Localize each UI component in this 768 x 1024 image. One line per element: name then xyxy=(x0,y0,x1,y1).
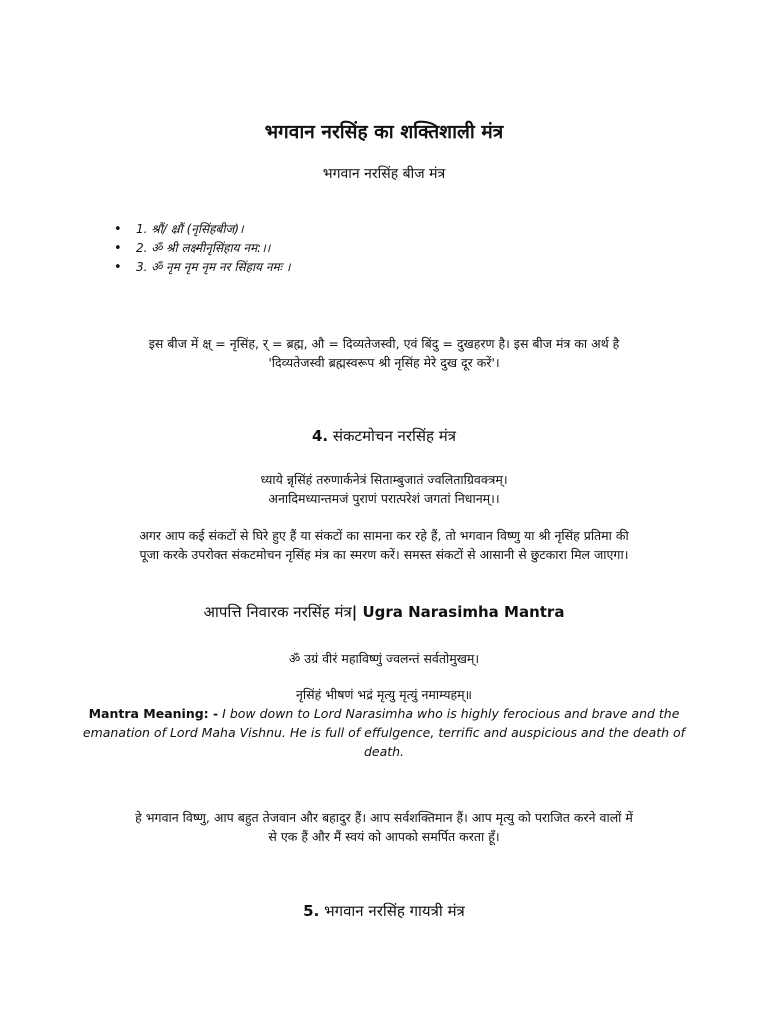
meaning-label: Mantra Meaning: - xyxy=(88,706,219,721)
bija-mantra-subtitle: भगवान नरसिंह बीज मंत्र xyxy=(322,166,446,182)
bija-meaning-paragraph xyxy=(40,334,728,372)
sankatmochan-mantra xyxy=(40,470,728,508)
section-5-heading xyxy=(40,901,728,921)
meaning-text: emanation of Lord Maha Vishnu. He is full of effulgence, terrific and auspicious and the death of xyxy=(82,725,686,740)
meaning-line xyxy=(40,742,728,761)
prayer-paragraph xyxy=(40,808,728,846)
section-title: भगवान नरसिंह गायत्री मंत्र xyxy=(319,902,465,920)
section-title-english: | Ugra Narasimha Mantra xyxy=(351,603,565,621)
mantra-meaning-paragraph xyxy=(40,704,728,761)
list-item: • 3. ॐ नृम नृम नृम नर सिंहाय नमः । xyxy=(92,258,290,277)
paragraph-line: अगर आप कई संकटों से घिरे हुए हैं या संकटों का सामना कर रहे हैं, तो भगवान विष्णु या श्री नृसिंह प्रतिमा की xyxy=(139,528,629,543)
section-4-heading xyxy=(40,426,728,446)
meaning-line xyxy=(40,704,728,723)
mantra-line: ध्याये न्नृसिंहं तरुणार्कनेत्रं सिताम्बुजातं ज्वलिताग्रिवक्त्रम्। xyxy=(260,472,508,487)
paragraph-line: पूजा करके उपरोक्त संकटमोचन नृसिंह मंत्र का स्मरण करें। समस्त संकटों से आसानी से छुटकारा मिल जाएगा। xyxy=(139,547,629,562)
prayer-line: से एक हैं और मैं स्वयं को आपको समर्पित करता हूँ। xyxy=(268,829,500,844)
section-number: 4. xyxy=(311,427,329,445)
meaning-text: death. xyxy=(363,744,405,759)
meaning-text: I bow down to Lord Narasimha who is highly ferocious and brave and the xyxy=(218,706,680,721)
prayer-line: हे भगवान विष्णु, आप बहुत तेजवान और बहादुर हैं। आप सर्वशक्तिमान हैं। आप मृत्यु को पराजित करने वालों में xyxy=(135,810,633,825)
bija-meaning-line: 'दिव्यतेजस्वी ब्रह्मस्वरूप श्री नृसिंह मेरे दुख दूर करें'। xyxy=(268,355,500,370)
ugra-mantra-heading xyxy=(40,602,728,622)
mantra-line: अनादिमध्यान्तमजं पुराणं परात्परेशं जगतां निधानम्।। xyxy=(268,491,500,506)
bija-mantra-list xyxy=(92,220,290,277)
sankatmochan-paragraph xyxy=(40,526,728,564)
list-item: • 1. श्रौं/ क्ष्रौं (नृसिंहबीज)। xyxy=(92,220,290,239)
page-title: भगवान नरसिंह का शक्तिशाली मंत्र xyxy=(264,121,504,143)
ugra-mantra-line-2: नृसिंहं भीषणं भद्रं मृत्यु मृत्युं नमाम्यहम्॥ xyxy=(295,687,473,702)
ugra-mantra-line-1: ॐ उग्रं वीरं महाविष्णुं ज्वलन्तं सर्वतोमुखम्। xyxy=(288,651,480,666)
meaning-line xyxy=(40,723,728,742)
section-title-hindi: आपत्ति निवारक नरसिंह मंत्र xyxy=(203,603,352,621)
section-number: 5. xyxy=(303,902,320,920)
section-title: संकटमोचन नरसिंह मंत्र xyxy=(328,427,457,445)
list-item: • 2. ॐ श्री लक्ष्मीनृसिंहाय नम:।। xyxy=(92,239,290,258)
bija-meaning-line: इस बीज में क्ष् = नृसिंह, र् = ब्रह्म, औ = दिव्यतेजस्वी, एवं बिंदु = दुखहरण है। इस बीज मंत्र का अर्थ है xyxy=(148,336,620,351)
